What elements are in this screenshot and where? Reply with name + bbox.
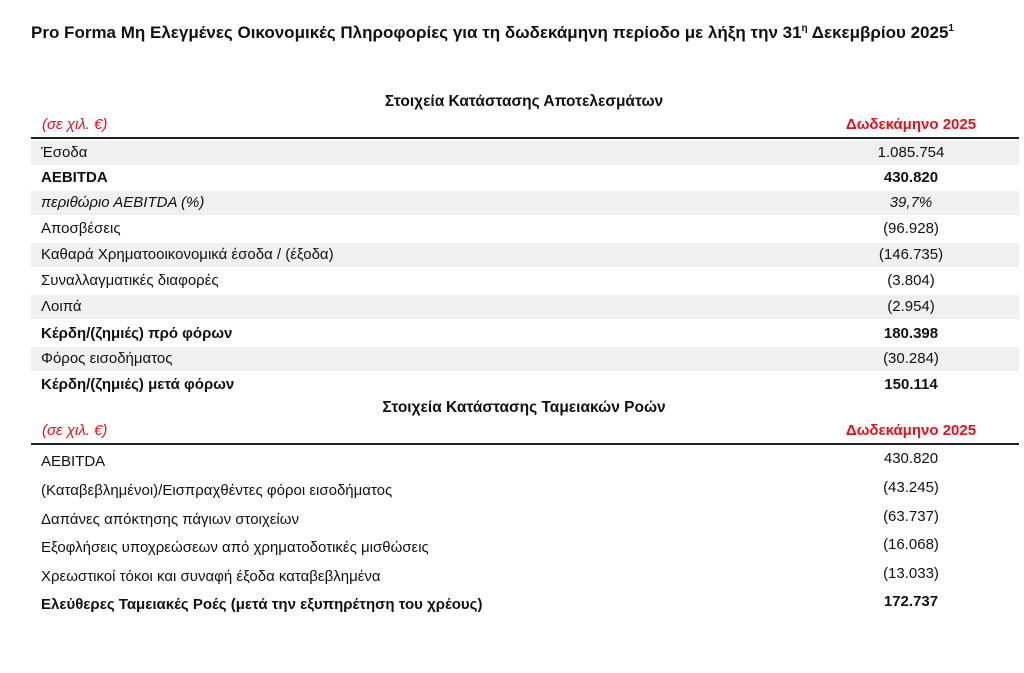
table-row <box>31 295 1019 319</box>
unit-label: (σε χιλ. €) <box>42 422 108 439</box>
row-label: Αποσβέσεις <box>41 220 121 237</box>
income-statement-heading: Στοιχεία Κατάστασης Αποτελεσμάτων <box>384 93 664 110</box>
row-label: Συναλλαγματικές διαφορές <box>41 272 219 289</box>
row-label: Εξοφλήσεις υποχρεώσεων από χρηματοδοτικές μισθώσεις <box>41 539 429 556</box>
row-value: 150.114 <box>884 376 938 393</box>
row-value: (2.954) <box>887 298 935 315</box>
row-value: 1.085.754 <box>877 144 945 161</box>
table-row <box>31 217 1019 241</box>
row-label: Ελεύθερες Ταμειακές Ροές (μετά την εξυπηρέτηση του χρέους) <box>41 596 483 613</box>
table-row <box>31 479 1019 503</box>
row-value: (13.033) <box>883 565 939 582</box>
row-value: (63.737) <box>883 508 939 525</box>
unit-label: (σε χιλ. €) <box>42 116 108 133</box>
table-row <box>31 191 1019 215</box>
row-label: Κέρδη/(ζημιές) πρό φόρων <box>41 325 233 342</box>
row-value: (16.068) <box>883 536 939 553</box>
title-text: Pro Forma Μη Ελεγμένες Οικονομικές Πληροφορίες για τη δωδεκάμηνη περίοδο με λήξη την 31 <box>31 23 802 42</box>
row-value: (96.928) <box>883 220 939 237</box>
table-row <box>31 347 1019 371</box>
row-label: Έσοδα <box>41 144 88 161</box>
cash-flow-header-row <box>31 421 1019 445</box>
table-row <box>31 508 1019 532</box>
row-value: 430.820 <box>883 450 939 467</box>
row-label: ΑΕΒΙΤDΑ <box>41 169 108 186</box>
table-row <box>31 373 1019 397</box>
row-value: (3.804) <box>887 272 935 289</box>
table-row <box>31 322 1019 346</box>
row-label: Καθαρά Χρηματοοικονομικά έσοδα / (έξοδα) <box>41 246 334 263</box>
row-value: (30.284) <box>883 350 939 367</box>
table-row <box>31 450 1019 474</box>
title-footnote-marker: 1 <box>948 23 954 34</box>
row-value: (146.735) <box>878 246 944 263</box>
income-statement-header-row <box>31 115 1019 139</box>
table-row <box>31 166 1019 190</box>
row-value: 180.398 <box>883 325 939 342</box>
period-label: Δωδεκάμηνο 2025 <box>845 116 977 133</box>
table-row <box>31 593 1019 617</box>
row-value: 430.820 <box>883 169 939 186</box>
table-row <box>31 536 1019 560</box>
cash-flow-heading: Στοιχεία Κατάστασης Ταμειακών Ροών <box>382 399 666 416</box>
row-value: 39,7% <box>889 194 933 211</box>
title-text-continued: Δεκεμβρίου 2025 <box>807 23 949 42</box>
title-superscript: η <box>801 23 808 34</box>
table-row <box>31 141 1019 165</box>
table-row <box>31 565 1019 589</box>
table-row <box>31 243 1019 267</box>
row-label: Λοιπά <box>41 298 82 315</box>
row-label: Κέρδη/(ζημιές) μετά φόρων <box>41 376 235 393</box>
row-value: (43.245) <box>883 479 939 496</box>
row-value: 172.737 <box>883 593 939 610</box>
row-label: Δαπάνες απόκτησης πάγιων στοιχείων <box>41 511 299 528</box>
row-label: (Καταβεβλημένοι)/Εισπραχθέντες φόροι εισοδήματος <box>41 482 393 499</box>
period-label: Δωδεκάμηνο 2025 <box>845 422 977 439</box>
document-title <box>31 20 1021 46</box>
table-row <box>31 269 1019 293</box>
row-label: ΑΕΒΙΤDΑ <box>41 453 106 470</box>
row-label: Χρεωστικοί τόκοι και συναφή έξοδα καταβεβλημένα <box>41 568 381 585</box>
row-label: Φόρος εισοδήματος <box>41 350 173 367</box>
row-label: περιθώριο ΑΕΒΙΤDΑ (%) <box>41 194 205 211</box>
